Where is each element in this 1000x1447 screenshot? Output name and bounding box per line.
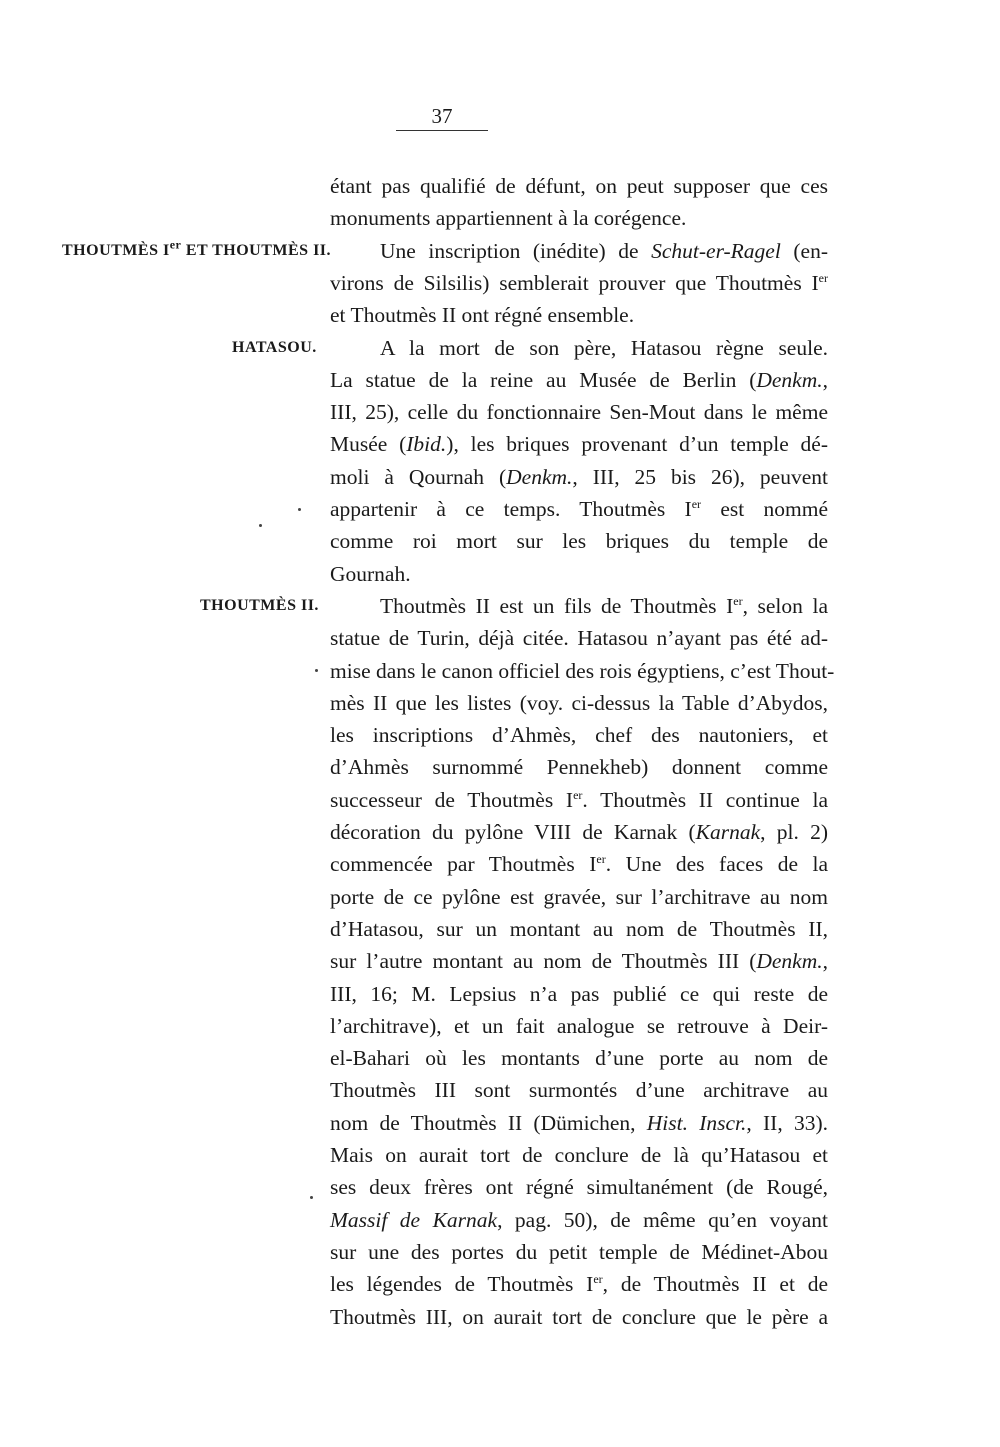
text-line — [330, 622, 828, 654]
text-line — [330, 655, 835, 687]
text-segment: nom de Thoutmès II (Dümichen, — [330, 1110, 647, 1135]
text-segment: III, 25), celle du fonctionnaire Sen-Mout dans le même — [330, 400, 828, 425]
text-line — [330, 1107, 828, 1139]
text-segment: Gournah. — [330, 561, 411, 586]
text-line — [330, 590, 828, 622]
text-line — [330, 913, 828, 945]
text-segment: , pag. 50), de même qu’en voyant — [497, 1207, 828, 1232]
text-line — [330, 428, 828, 460]
text-segment: , II, 33). — [746, 1110, 828, 1135]
text-line — [330, 978, 828, 1010]
text-segment: comme roi mort sur les briques du temple de — [330, 529, 828, 554]
text-segment: , pl. 2) — [760, 820, 828, 844]
text-line — [330, 816, 828, 848]
text-line — [330, 493, 828, 525]
text-segment: , selon la — [742, 593, 829, 618]
text-segment: . Une des faces de la — [605, 852, 829, 877]
text-line — [330, 1010, 828, 1042]
italic-text: Ibid. — [406, 432, 447, 457]
text-line — [330, 1074, 828, 1106]
text-line — [330, 235, 828, 267]
text-segment: étant pas qualifié de défunt, on peut supposer que ces — [330, 174, 828, 198]
superscript: er — [733, 593, 743, 608]
superscript: er — [573, 787, 583, 802]
text-line — [330, 364, 828, 396]
text-line — [330, 558, 828, 590]
text-segment: , — [822, 367, 828, 392]
superscript: er — [691, 496, 702, 511]
text-segment: les légendes de Thoutmès I — [330, 1272, 594, 1297]
text-segment: successeur de Thoutmès I — [330, 787, 574, 812]
text-line — [330, 881, 828, 913]
text-segment: Thoutmès III sont surmontés d’une architrave au — [330, 1078, 828, 1103]
text-line — [330, 719, 828, 751]
margin-heading — [62, 235, 331, 267]
text-segment: porte de ce pylône est gravée, sur l’architrave au nom — [330, 884, 828, 909]
text-segment: Une inscription (inédite) de — [380, 238, 652, 263]
text-line — [330, 202, 828, 234]
text-line — [330, 945, 828, 977]
text-segment: . Thoutmès II continue la — [582, 787, 828, 812]
text-segment: el-Bahari où les montants d’une porte au nom de — [330, 1046, 828, 1071]
print-speck — [315, 669, 318, 672]
text-segment: HATASOU. — [232, 338, 317, 356]
text-line — [330, 1042, 828, 1074]
text-segment: III, 16; M. Lepsius n’a pas publié ce qui reste de — [330, 981, 828, 1006]
text-segment: , III, 25 bis 26), peuvent — [572, 464, 828, 489]
italic-text: Denkm. — [756, 367, 823, 392]
italic-text: Massif de Karnak — [330, 1207, 498, 1232]
superscript: er — [169, 237, 182, 252]
text-line — [330, 396, 828, 428]
text-segment: moli à Qournah ( — [330, 464, 507, 489]
text-segment: sur l’autre montant au nom de Thoutmès III ( — [330, 949, 757, 974]
superscript: er — [596, 852, 606, 867]
text-line — [330, 1301, 828, 1333]
text-segment: mise dans le canon officiel des rois égyptiens, c’est Thout- — [330, 658, 835, 683]
text-line — [330, 784, 828, 816]
text-line — [330, 170, 828, 202]
italic-text: Hist. Inscr. — [646, 1110, 747, 1135]
text-segment: THOUTMÈS II. — [200, 596, 319, 614]
text-line — [330, 461, 828, 493]
text-line — [330, 1171, 828, 1203]
text-segment: ET THOUTMÈS II. — [181, 241, 332, 259]
text-segment: les inscriptions d’Ahmès, chef des nautoniers, et — [330, 723, 828, 748]
text-line — [330, 751, 828, 783]
text-line — [330, 299, 828, 331]
text-segment: et Thoutmès II ont régné ensemble. — [330, 303, 635, 328]
text-segment: monuments appartiennent à la corégence. — [330, 206, 687, 231]
text-segment: Mais on aurait tort de conclure de là qu’Hatasou et — [330, 1143, 828, 1167]
text-segment: Musée ( — [330, 432, 407, 457]
page-number: 37 — [396, 104, 488, 131]
text-line — [330, 1139, 828, 1171]
text-line — [330, 687, 828, 719]
text-segment: La statue de la reine au Musée de Berlin ( — [330, 367, 757, 392]
text-segment: l’architrave), et un fait analogue se retrouve à Deir- — [330, 1013, 828, 1038]
text-line — [330, 267, 828, 299]
text-segment: A la mort de son père, Hatasou règne seule. — [380, 335, 828, 360]
text-segment: THOUTMÈS I — [62, 241, 170, 259]
italic-text: Schut-er-Ragel — [651, 238, 781, 263]
text-segment: commencée par Thoutmès I — [330, 852, 597, 877]
text-segment: sur une des portes du petit temple de Médinet-Abou — [330, 1239, 828, 1264]
text-segment: ses deux frères ont régné simultanément (de Rougé, — [330, 1175, 828, 1200]
text-line — [330, 848, 828, 880]
print-speck — [310, 1196, 313, 1199]
text-segment: Thoutmès III, on aurait tort de conclure que le père a — [330, 1304, 828, 1329]
text-line — [330, 332, 828, 364]
italic-text: Denkm. — [506, 464, 573, 489]
text-segment: ), les briques provenant d’un temple dé- — [446, 432, 829, 457]
print-speck — [259, 524, 262, 527]
text-segment: Thoutmès II est un fils de Thoutmès I — [380, 593, 734, 618]
text-segment: , de Thoutmès II et de — [602, 1272, 829, 1297]
text-segment: , — [822, 949, 828, 974]
text-line — [330, 1236, 828, 1268]
italic-text: Karnak — [695, 820, 761, 844]
text-segment: virons de Silsilis) semblerait prouver que Thoutmès I — [330, 270, 819, 295]
margin-heading — [200, 590, 319, 622]
text-segment: appartenir à ce temps. Thoutmès I — [330, 497, 692, 521]
text-segment: d’Ahmès surnommé Pennekheb) donnent comme — [330, 755, 828, 780]
italic-text: Denkm. — [756, 949, 823, 974]
text-line — [330, 525, 828, 557]
text-segment: mès II que les listes (voy. ci-dessus la Table d’Abydos, — [330, 690, 828, 715]
text-segment: décoration du pylône VIII de Karnak ( — [330, 820, 696, 844]
text-segment: est nommé — [701, 497, 828, 521]
print-speck — [298, 508, 301, 511]
text-segment: (en- — [780, 238, 828, 263]
superscript: er — [818, 270, 828, 285]
margin-heading — [232, 332, 317, 364]
superscript: er — [593, 1272, 603, 1287]
text-line — [330, 1268, 828, 1300]
text-segment: statue de Turin, déjà citée. Hatasou n’ayant pas été ad- — [330, 626, 828, 651]
text-line — [330, 1204, 828, 1236]
text-segment: d’Hatasou, sur un montant au nom de Thoutmès II, — [330, 916, 828, 941]
